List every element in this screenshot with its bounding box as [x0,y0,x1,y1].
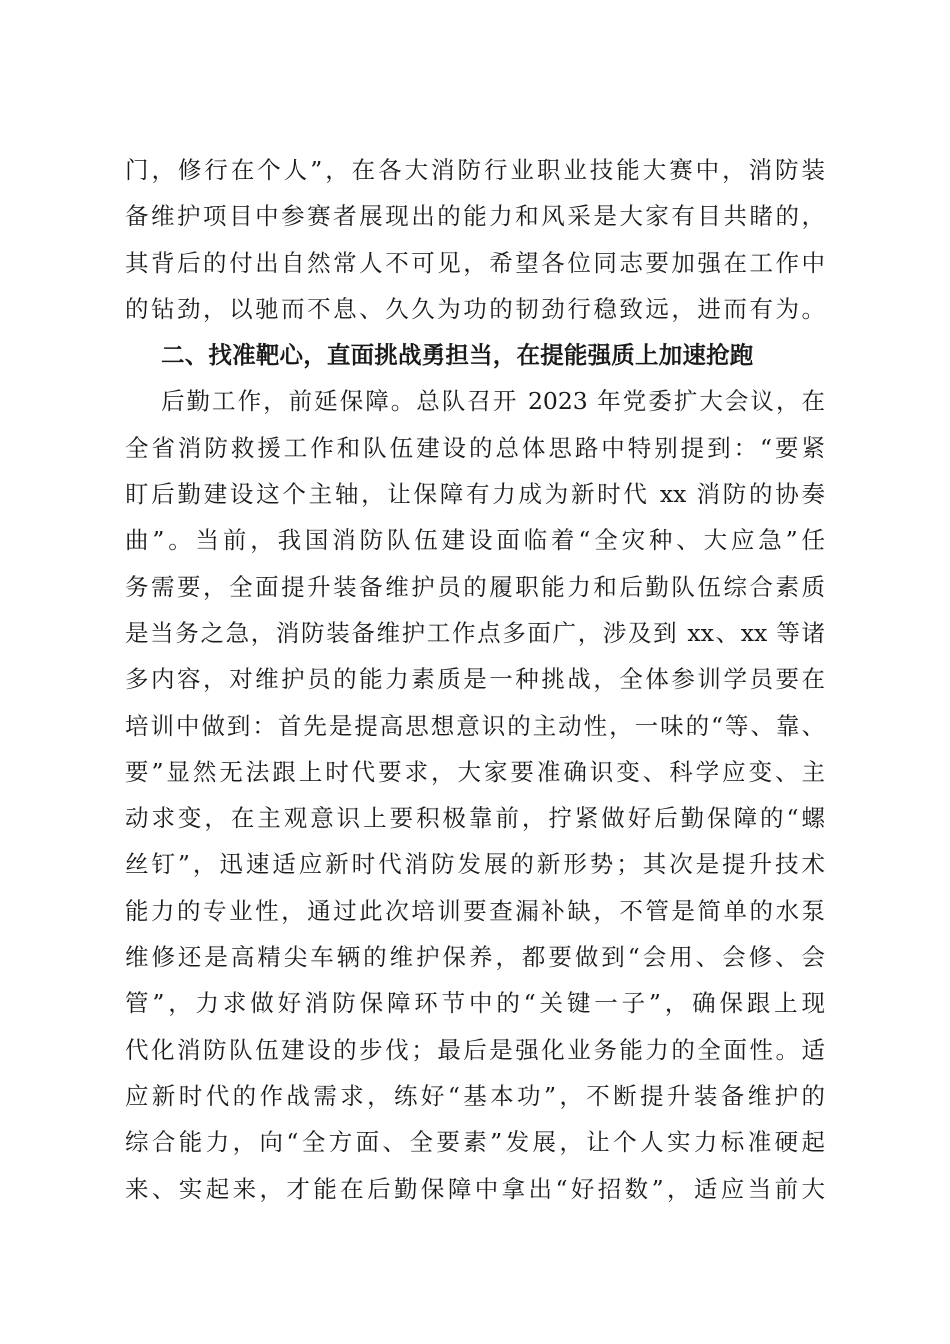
text-line: 盯后勤建设这个主轴，让保障有力成为新时代 xx 消防的协奏 [125,480,825,509]
text-line: 是当务之急，消防装备维护工作点多面广，涉及到 xx、xx 等诸 [125,618,825,647]
text-line: 全省消防救援工作和队伍建设的总体思路中特别提到：“要紧 [125,433,825,462]
text-line: 的钻劲，以驰而不息、久久为功的韧劲行稳致远，进而有为。 [125,294,825,323]
text-line: 务需要，全面提升装备维护员的履职能力和后勤队伍综合素质 [125,572,825,601]
text-line: 综合能力，向“全方面、全要素”发展，让个人实力标准硬起 [125,1128,825,1157]
text-line: 丝钉”，迅速适应新时代消防发展的新形势；其次是提升技术 [125,850,825,879]
text-line: 备维护项目中参赛者展现出的能力和风采是大家有目共睹的， [125,202,825,231]
text-line: 门，修行在个人”，在各大消防行业职业技能大赛中，消防装 [125,156,825,184]
text-line: 其背后的付出自然常人不可见，希望各位同志要加强在工作中 [125,248,825,277]
text-line: 曲”。当前，我国消防队伍建设面临着“全灾种、大应急”任 [125,526,825,555]
text-line: 来、实起来，才能在后勤保障中拿出“好招数”，适应当前大 [125,1174,825,1203]
text-line: 动求变，在主观意识上要积极靠前，拧紧做好后勤保障的“螺 [125,804,825,833]
text-line: 维修还是高精尖车辆的维护保养，都要做到“会用、会修、会 [125,943,825,972]
body-text [125,147,825,1212]
text-line: 管”，力求做好消防保障环节中的“关键一子”，确保跟上现 [125,989,825,1018]
text-line: 代化消防队伍建设的步伐；最后是强化业务能力的全面性。适 [125,1035,825,1064]
text-line: 能力的专业性，通过此次培训要查漏补缺，不管是简单的水泵 [125,896,825,925]
text-line: 培训中做到：首先是提高思想意识的主动性，一味的“等、靠、 [125,711,825,740]
text-line: 要”显然无法跟上时代要求，大家要准确识变、科学应变、主 [125,757,825,786]
text-line: 应新时代的作战需求，练好“基本功”，不断提升装备维护的 [125,1081,825,1110]
paragraph-first-line: 后勤工作，前延保障。总队召开 2023 年党委扩大会议，在 [161,387,825,416]
text-line: 多内容，对维护员的能力素质是一种挑战，全体参训学员要在 [125,665,825,694]
section-heading: 二、找准靶心，直面挑战勇担当，在提能强质上加速抢跑 [161,341,754,370]
